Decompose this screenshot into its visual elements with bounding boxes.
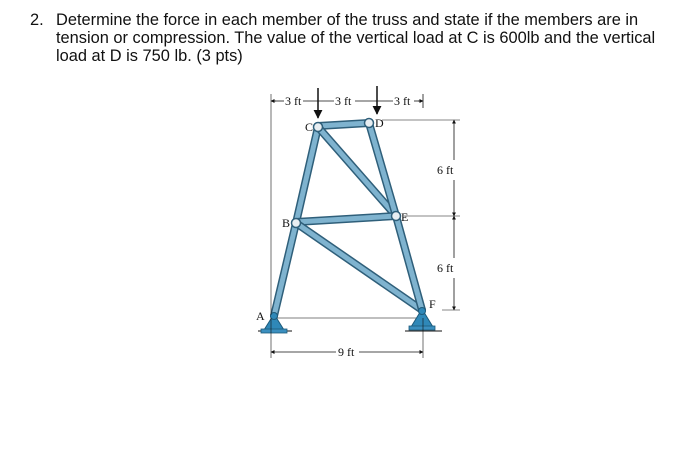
joint-label-C: C <box>305 120 314 134</box>
joint-label-D: D <box>375 116 384 130</box>
member-BE <box>296 216 396 222</box>
support-A <box>261 313 287 334</box>
joint-label-E: E <box>401 210 409 224</box>
joint-pin-E <box>392 212 401 221</box>
joint-pin-D <box>365 119 374 128</box>
member-AB <box>274 223 296 316</box>
dimension-label-right-lower: 6 ft <box>437 261 454 275</box>
joint-label-F: F <box>429 297 436 311</box>
joint-pin-B <box>292 219 301 228</box>
dimension-label-top-right: 3 ft <box>394 94 411 108</box>
joint-label-B: B <box>282 216 291 230</box>
dimension-label-top-left: 3 ft <box>285 94 302 108</box>
problem-text: Determine the force in each member of the truss and state if the members are in tension or compression. The value of the vertical load at C is 600lb and the vertical load at D is 750 lb. (3 pts) <box>56 11 656 65</box>
dimension-label-top-mid: 3 ft <box>335 94 352 108</box>
problem-number: 2. <box>30 11 44 29</box>
dimension-label-right-upper: 6 ft <box>437 163 454 177</box>
joint-pin-C <box>314 123 323 132</box>
joint-label-A: A <box>256 309 265 323</box>
member-BC <box>296 127 318 223</box>
member-CD <box>318 123 369 126</box>
dimension-label-bottom: 9 ft <box>338 345 355 359</box>
